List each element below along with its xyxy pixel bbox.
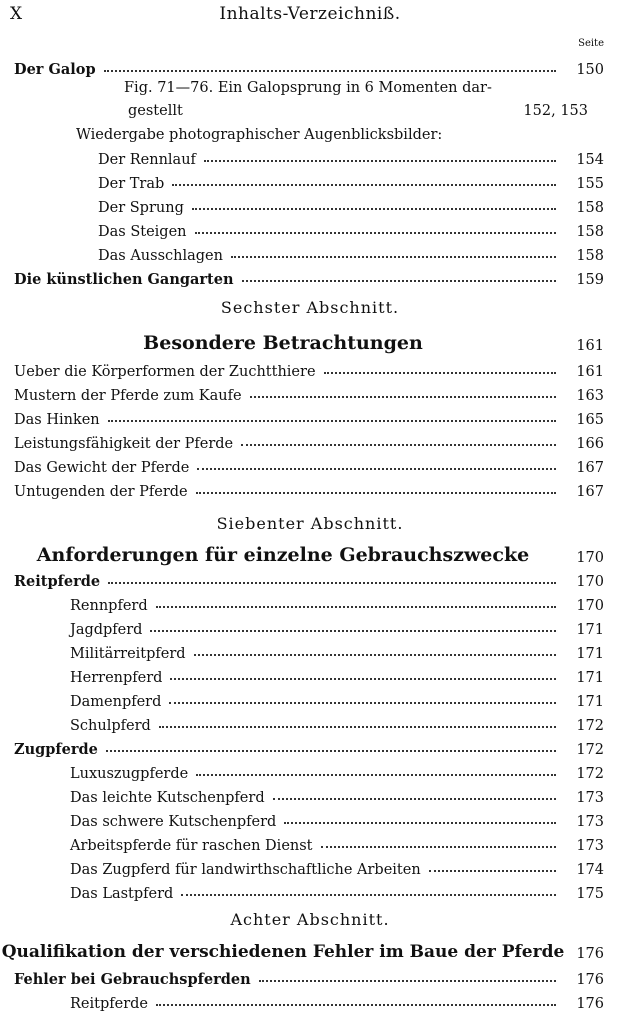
- section8-page: 176: [576, 946, 604, 962]
- section6-page: 161: [576, 338, 604, 354]
- figure-caption-text: Fig. 71—76. Ein Galopsprung in 6 Momenten dar-: [124, 80, 492, 96]
- leader-dots: [250, 396, 556, 398]
- leader-dots: [170, 678, 556, 680]
- toc-entry: [0, 688, 620, 710]
- toc-entry: [0, 760, 620, 782]
- leader-dots: [273, 798, 556, 800]
- entry-label: Reitpferde: [14, 573, 101, 590]
- entry-label: Der Galop: [14, 61, 96, 78]
- entry-label: Das Steigen: [98, 224, 187, 240]
- entry-page: 173: [576, 838, 604, 854]
- entry-page: 171: [576, 694, 604, 710]
- entry-page: 170: [576, 598, 604, 614]
- page-number: X: [10, 4, 23, 24]
- toc-entry: [0, 478, 620, 500]
- leader-dots: [284, 822, 556, 824]
- entry-label: Das Lastpferd: [70, 886, 174, 902]
- section6-title: Besondere Betrachtungen: [143, 332, 423, 354]
- toc-entry: [0, 430, 620, 452]
- entry-label: Das schwere Kutschenpferd: [70, 814, 277, 830]
- section7-title: Anforderungen für einzelne Gebrauchszwecke: [36, 544, 530, 566]
- leader-dots: [231, 256, 556, 258]
- entry-page: 170: [576, 574, 604, 590]
- toc-entry: [0, 170, 620, 192]
- toc-entry: [0, 242, 620, 264]
- leader-dots: [159, 726, 556, 728]
- section7-title-row: [0, 538, 620, 566]
- figure-pages: 152, 153: [523, 103, 588, 119]
- toc-entry: [0, 194, 620, 216]
- leader-dots: [429, 870, 556, 872]
- entry-label: Zugpferde: [14, 741, 98, 758]
- entry-page: 167: [576, 460, 604, 476]
- toc-entry: [0, 664, 620, 686]
- leader-dots: [196, 774, 556, 776]
- leader-dots: [104, 70, 556, 72]
- section8-heading: Achter Abschnitt.: [230, 910, 390, 929]
- toc-entry: [0, 592, 620, 614]
- entry-page: 159: [576, 272, 604, 288]
- entry-page: 173: [576, 814, 604, 830]
- entry-page: 176: [576, 996, 604, 1012]
- entry-page: 165: [576, 412, 604, 428]
- entry-label: Herrenpferd: [70, 670, 163, 686]
- toc-entry-reitpferde: [0, 568, 620, 590]
- entry-label: Leistungsfähigkeit der Pferde: [14, 436, 234, 452]
- page-title: Inhalts-Verzeichniß.: [219, 4, 401, 24]
- section8-title: Qualifikation der verschiedenen Fehler im Baue der Pferde: [1, 942, 565, 962]
- entry-label: Der Rennlauf: [98, 152, 196, 168]
- entry-label: Der Trab: [98, 176, 165, 192]
- figure-caption-line1: [124, 80, 556, 96]
- leader-dots: [196, 492, 556, 494]
- entry-label: Militärreitpferd: [70, 646, 186, 662]
- entry-page: 176: [576, 972, 604, 988]
- entry-page: 167: [576, 484, 604, 500]
- entry-page: 173: [576, 790, 604, 806]
- entry-page: 172: [576, 718, 604, 734]
- entry-page: 158: [576, 200, 604, 216]
- leader-dots: [156, 606, 556, 608]
- section8-title-row: [0, 934, 620, 962]
- entry-label: Reitpferde: [70, 996, 148, 1012]
- toc-entry: [0, 640, 620, 662]
- toc-entry: [0, 406, 620, 428]
- section6-title-row: [0, 326, 620, 354]
- toc-entry: [0, 146, 620, 168]
- entry-label: Damenpferd: [70, 694, 162, 710]
- toc-entry: [0, 808, 620, 830]
- section7-page: 170: [576, 550, 604, 566]
- entry-label: Das Hinken: [14, 412, 100, 428]
- leader-dots: [259, 980, 556, 982]
- leader-dots: [150, 630, 556, 632]
- leader-dots: [204, 160, 556, 162]
- entry-page: 175: [576, 886, 604, 902]
- toc-entry: [0, 880, 620, 902]
- entry-label: Das Ausschlagen: [98, 248, 223, 264]
- toc-entry: [0, 712, 620, 734]
- entry-label: Luxuszugpferde: [70, 766, 189, 782]
- toc-entry: [0, 454, 620, 476]
- leader-dots: [108, 582, 556, 584]
- section6-heading: Sechster Abschnitt.: [220, 298, 400, 317]
- entry-page: 172: [576, 766, 604, 782]
- leader-dots: [194, 654, 556, 656]
- figure-caption-continued: gestellt: [128, 103, 183, 119]
- entry-label: Jagdpferd: [70, 622, 143, 638]
- entry-page: 161: [576, 364, 604, 380]
- entry-page: 163: [576, 388, 604, 404]
- leader-dots: [321, 846, 556, 848]
- entry-label: Das Zugpferd für landwirthschaftliche Arbeiten: [70, 862, 421, 878]
- entry-label: Das Gewicht der Pferde: [14, 460, 190, 476]
- leader-dots: [195, 232, 556, 234]
- entry-page: 171: [576, 622, 604, 638]
- entry-page: 155: [576, 176, 604, 192]
- leader-dots: [192, 208, 556, 210]
- leader-dots: [324, 372, 556, 374]
- entry-page: 171: [576, 646, 604, 662]
- entry-page: 172: [576, 742, 604, 758]
- toc-entry-galop: [0, 56, 620, 78]
- entry-label: Untugenden der Pferde: [14, 484, 188, 500]
- toc-entry: [0, 856, 620, 878]
- leader-dots: [156, 1004, 556, 1006]
- toc-entry: [0, 832, 620, 854]
- entry-label: Schulpferd: [70, 718, 151, 734]
- leader-dots: [181, 894, 556, 896]
- leader-dots: [197, 468, 556, 470]
- section7-heading: Siebenter Abschnitt.: [216, 514, 404, 533]
- entry-page: 154: [576, 152, 604, 168]
- toc-entry: [0, 990, 620, 1012]
- leader-dots: [241, 444, 556, 446]
- entry-label: Arbeitspferde für raschen Dienst: [70, 838, 313, 854]
- toc-entry-fehler: [0, 966, 620, 988]
- entry-page: 171: [576, 670, 604, 686]
- entry-label: Rennpferd: [70, 598, 148, 614]
- leader-dots: [242, 280, 556, 282]
- figure-caption-line2: [124, 103, 604, 119]
- entry-page: 158: [576, 224, 604, 240]
- column-label-seite: Seite: [578, 38, 604, 49]
- photo-heading: Wiedergabe photographischer Augenblicksbilder:: [76, 127, 443, 143]
- toc-entry: [0, 218, 620, 240]
- entry-page: 158: [576, 248, 604, 264]
- toc-entry: [0, 358, 620, 380]
- leader-dots: [108, 420, 556, 422]
- entry-page: 166: [576, 436, 604, 452]
- leader-dots: [172, 184, 556, 186]
- toc-entry: [0, 382, 620, 404]
- entry-page: 150: [576, 62, 604, 78]
- toc-entry: [0, 784, 620, 806]
- entry-label: Das leichte Kutschenpferd: [70, 790, 265, 806]
- entry-page: 174: [576, 862, 604, 878]
- toc-entry: [0, 616, 620, 638]
- entry-label: Die künstlichen Gangarten: [14, 271, 234, 288]
- entry-label: Mustern der Pferde zum Kaufe: [14, 388, 242, 404]
- entry-label: Der Sprung: [98, 200, 184, 216]
- toc-entry-kuenstliche: [0, 266, 620, 288]
- entry-label: Fehler bei Gebrauchspferden: [14, 971, 251, 988]
- entry-label: Ueber die Körperformen der Zuchtthiere: [14, 364, 316, 380]
- leader-dots: [169, 702, 556, 704]
- toc-entry-zugpferde: [0, 736, 620, 758]
- leader-dots: [106, 750, 556, 752]
